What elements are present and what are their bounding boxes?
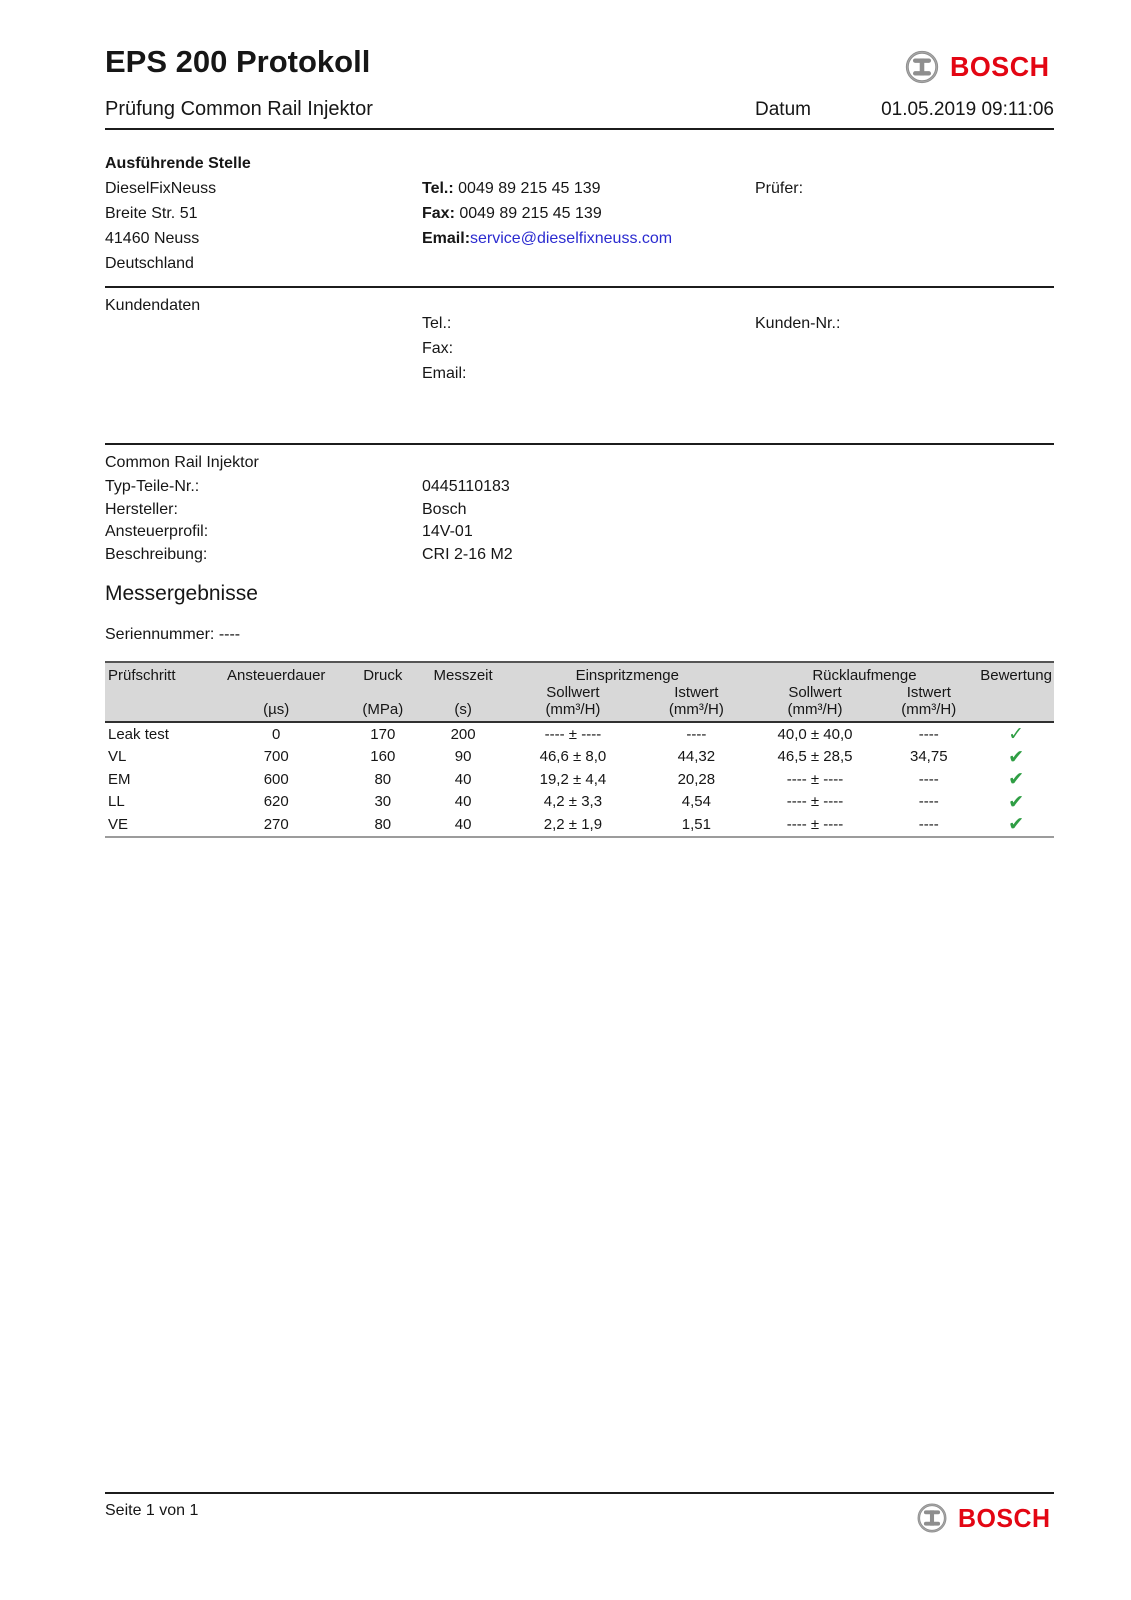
pass-check-icon: ✓ [1008, 723, 1025, 746]
cell-inj-actual: 1,51 [681, 815, 711, 833]
subheader-sollwert: Sollwert [546, 684, 600, 701]
cell-ret-actual: ---- [918, 815, 939, 833]
executing-office-heading: Ausführende Stelle [105, 155, 251, 172]
table-row [105, 791, 1054, 814]
cell-pressure: 160 [370, 748, 396, 766]
cell-inj-target: 2,2 ± 1,9 [543, 815, 603, 833]
office-email-link[interactable]: service@dieselfixneuss.com [470, 230, 673, 247]
report-header [105, 0, 1054, 86]
cell-step: VE [108, 815, 129, 833]
injector-row-label: Ansteuerprofil: [105, 523, 209, 540]
col-header-pruefschritt: Prüfschritt [108, 667, 176, 684]
table-row [105, 768, 1054, 791]
customer-fax-label: Fax: [422, 340, 454, 357]
cell-time: 40 [454, 793, 472, 811]
cell-ret-target: ---- ± ---- [786, 815, 844, 833]
bosch-logo [903, 48, 1054, 86]
cell-time: 200 [450, 725, 476, 743]
bosch-logo-footer [915, 1501, 1054, 1535]
footer-divider [105, 1492, 1054, 1494]
cell-duration: 700 [263, 748, 289, 766]
office-address-block [105, 176, 422, 276]
cell-step: VL [108, 748, 127, 766]
cell-time: 90 [454, 748, 472, 766]
report-footer [105, 1492, 1054, 1535]
cell-inj-actual: ---- [686, 725, 707, 743]
unit-menge: (mm³/H) [545, 701, 601, 718]
bosch-anchor-icon [915, 1501, 949, 1535]
serial-number-line: Seriennummer: ---- [105, 626, 241, 643]
injector-row-value: CRI 2-16 M2 [422, 545, 513, 563]
injector-heading: Common Rail Injektor [105, 454, 259, 471]
customer-divider [105, 443, 1054, 445]
injector-row-value: Bosch [422, 500, 467, 518]
cell-inj-target: 4,2 ± 3,3 [543, 793, 603, 811]
date-value: 01.05.2019 09:11:06 [881, 99, 1054, 120]
results-table-body [105, 722, 1054, 837]
cell-inj-target: ---- ± ---- [544, 725, 602, 743]
injector-row-label: Hersteller: [105, 500, 178, 518]
office-fax-line [422, 201, 755, 226]
address-line: 41460 Neuss [105, 230, 200, 247]
injector-row-label: Beschreibung: [105, 545, 208, 563]
pass-check-icon: ✔ [1008, 813, 1025, 836]
customer-section [105, 288, 1054, 386]
examiner-block [755, 176, 1054, 276]
bosch-anchor-icon [903, 48, 941, 86]
injector-row-value: 14V-01 [422, 523, 473, 540]
pass-check-icon: ✔ [1008, 768, 1025, 791]
office-email-line [422, 226, 755, 251]
bosch-wordmark: BOSCH [950, 51, 1050, 82]
cell-duration: 600 [263, 770, 289, 788]
cell-inj-actual: 4,54 [681, 793, 711, 811]
address-line: Deutschland [105, 255, 194, 272]
col-group-einspritzmenge: Einspritzmenge [575, 667, 679, 684]
date-label: Datum [755, 99, 811, 120]
office-fax-value: 0049 89 215 45 139 [459, 205, 602, 222]
cell-inj-actual: 20,28 [677, 770, 716, 788]
cell-step: EM [108, 770, 131, 788]
customer-tel-label: Tel.: [422, 315, 452, 332]
office-tel-value: 0049 89 215 45 139 [458, 180, 601, 197]
header-divider [105, 128, 1054, 130]
cell-duration: 0 [272, 725, 281, 743]
results-heading: Messergebnisse [105, 582, 258, 605]
office-tel-line [422, 176, 755, 201]
unit-druck: (MPa) [362, 701, 404, 718]
cell-inj-target: 46,6 ± 8,0 [539, 748, 607, 766]
col-header-ansteuerdauer: Ansteuerdauer [227, 667, 326, 684]
unit-menge: (mm³/H) [901, 701, 957, 718]
office-fax-label: Fax: [422, 205, 455, 222]
executing-office-section [105, 176, 1054, 276]
cell-step: LL [108, 793, 125, 811]
page-number: Seite 1 von 1 [105, 1502, 199, 1519]
cell-pressure: 30 [374, 793, 392, 811]
results-table [105, 661, 1054, 838]
cell-ret-actual: 34,75 [910, 748, 948, 766]
col-group-ruecklaufmenge: Rücklaufmenge [812, 667, 917, 684]
cell-ret-actual: ---- [918, 770, 939, 788]
subtitle-row [105, 97, 1054, 121]
col-header-bewertung: Bewertung [980, 667, 1052, 684]
pass-check-icon: ✔ [1008, 745, 1025, 768]
injector-info [105, 476, 1054, 566]
cell-time: 40 [454, 770, 472, 788]
table-row [105, 746, 1054, 769]
bosch-wordmark: BOSCH [957, 1502, 1051, 1533]
cell-ret-actual: ---- [918, 725, 939, 743]
cell-inj-target: 19,2 ± 4,4 [539, 770, 607, 788]
office-email-label: Email: [422, 230, 471, 247]
address-line: Breite Str. 51 [105, 205, 198, 222]
col-header-druck: Druck [363, 667, 403, 684]
cell-time: 40 [454, 815, 472, 833]
address-line: DieselFixNeuss [105, 180, 217, 197]
injector-row-label: Typ-Teile-Nr.: [105, 478, 200, 495]
cell-pressure: 80 [374, 815, 392, 833]
customer-number-label: Kunden-Nr.: [755, 315, 841, 332]
customer-email-label: Email: [422, 365, 467, 382]
cell-ret-actual: ---- [918, 793, 939, 811]
cell-inj-actual: 44,32 [677, 748, 716, 766]
cell-pressure: 80 [374, 770, 392, 788]
customer-number-block [755, 311, 1054, 386]
subheader-istwert: Istwert [674, 684, 719, 701]
unit-messzeit: (s) [454, 701, 472, 718]
results-table-header [105, 662, 1054, 722]
cell-step: Leak test [108, 725, 169, 743]
table-row [105, 722, 1054, 746]
customer-heading: Kundendaten [105, 297, 201, 314]
office-contact-block [422, 176, 755, 276]
subheader-istwert: Istwert [906, 684, 951, 701]
examiner-label: Prüfer: [755, 180, 804, 197]
cell-duration: 620 [263, 793, 289, 811]
cell-pressure: 170 [370, 725, 396, 743]
report-subtitle: Prüfung Common Rail Injektor [105, 98, 373, 120]
unit-ansteuerdauer: (µs) [263, 701, 290, 718]
customer-contact-block [422, 311, 755, 386]
cell-ret-target: ---- ± ---- [786, 793, 844, 811]
unit-menge: (mm³/H) [668, 701, 724, 718]
page-title: EPS 200 Protokoll [105, 44, 371, 79]
pass-check-icon: ✔ [1008, 790, 1025, 813]
injector-row-value: 0445110183 [422, 478, 510, 495]
cell-duration: 270 [263, 815, 289, 833]
cell-ret-target: 40,0 ± 40,0 [777, 725, 853, 743]
col-header-messzeit: Messzeit [433, 667, 493, 684]
office-tel-label: Tel.: [422, 180, 454, 197]
cell-ret-target: 46,5 ± 28,5 [777, 748, 853, 766]
unit-menge: (mm³/H) [787, 701, 843, 718]
table-row [105, 813, 1054, 837]
subheader-sollwert: Sollwert [788, 684, 842, 701]
cell-ret-target: ---- ± ---- [786, 770, 844, 788]
